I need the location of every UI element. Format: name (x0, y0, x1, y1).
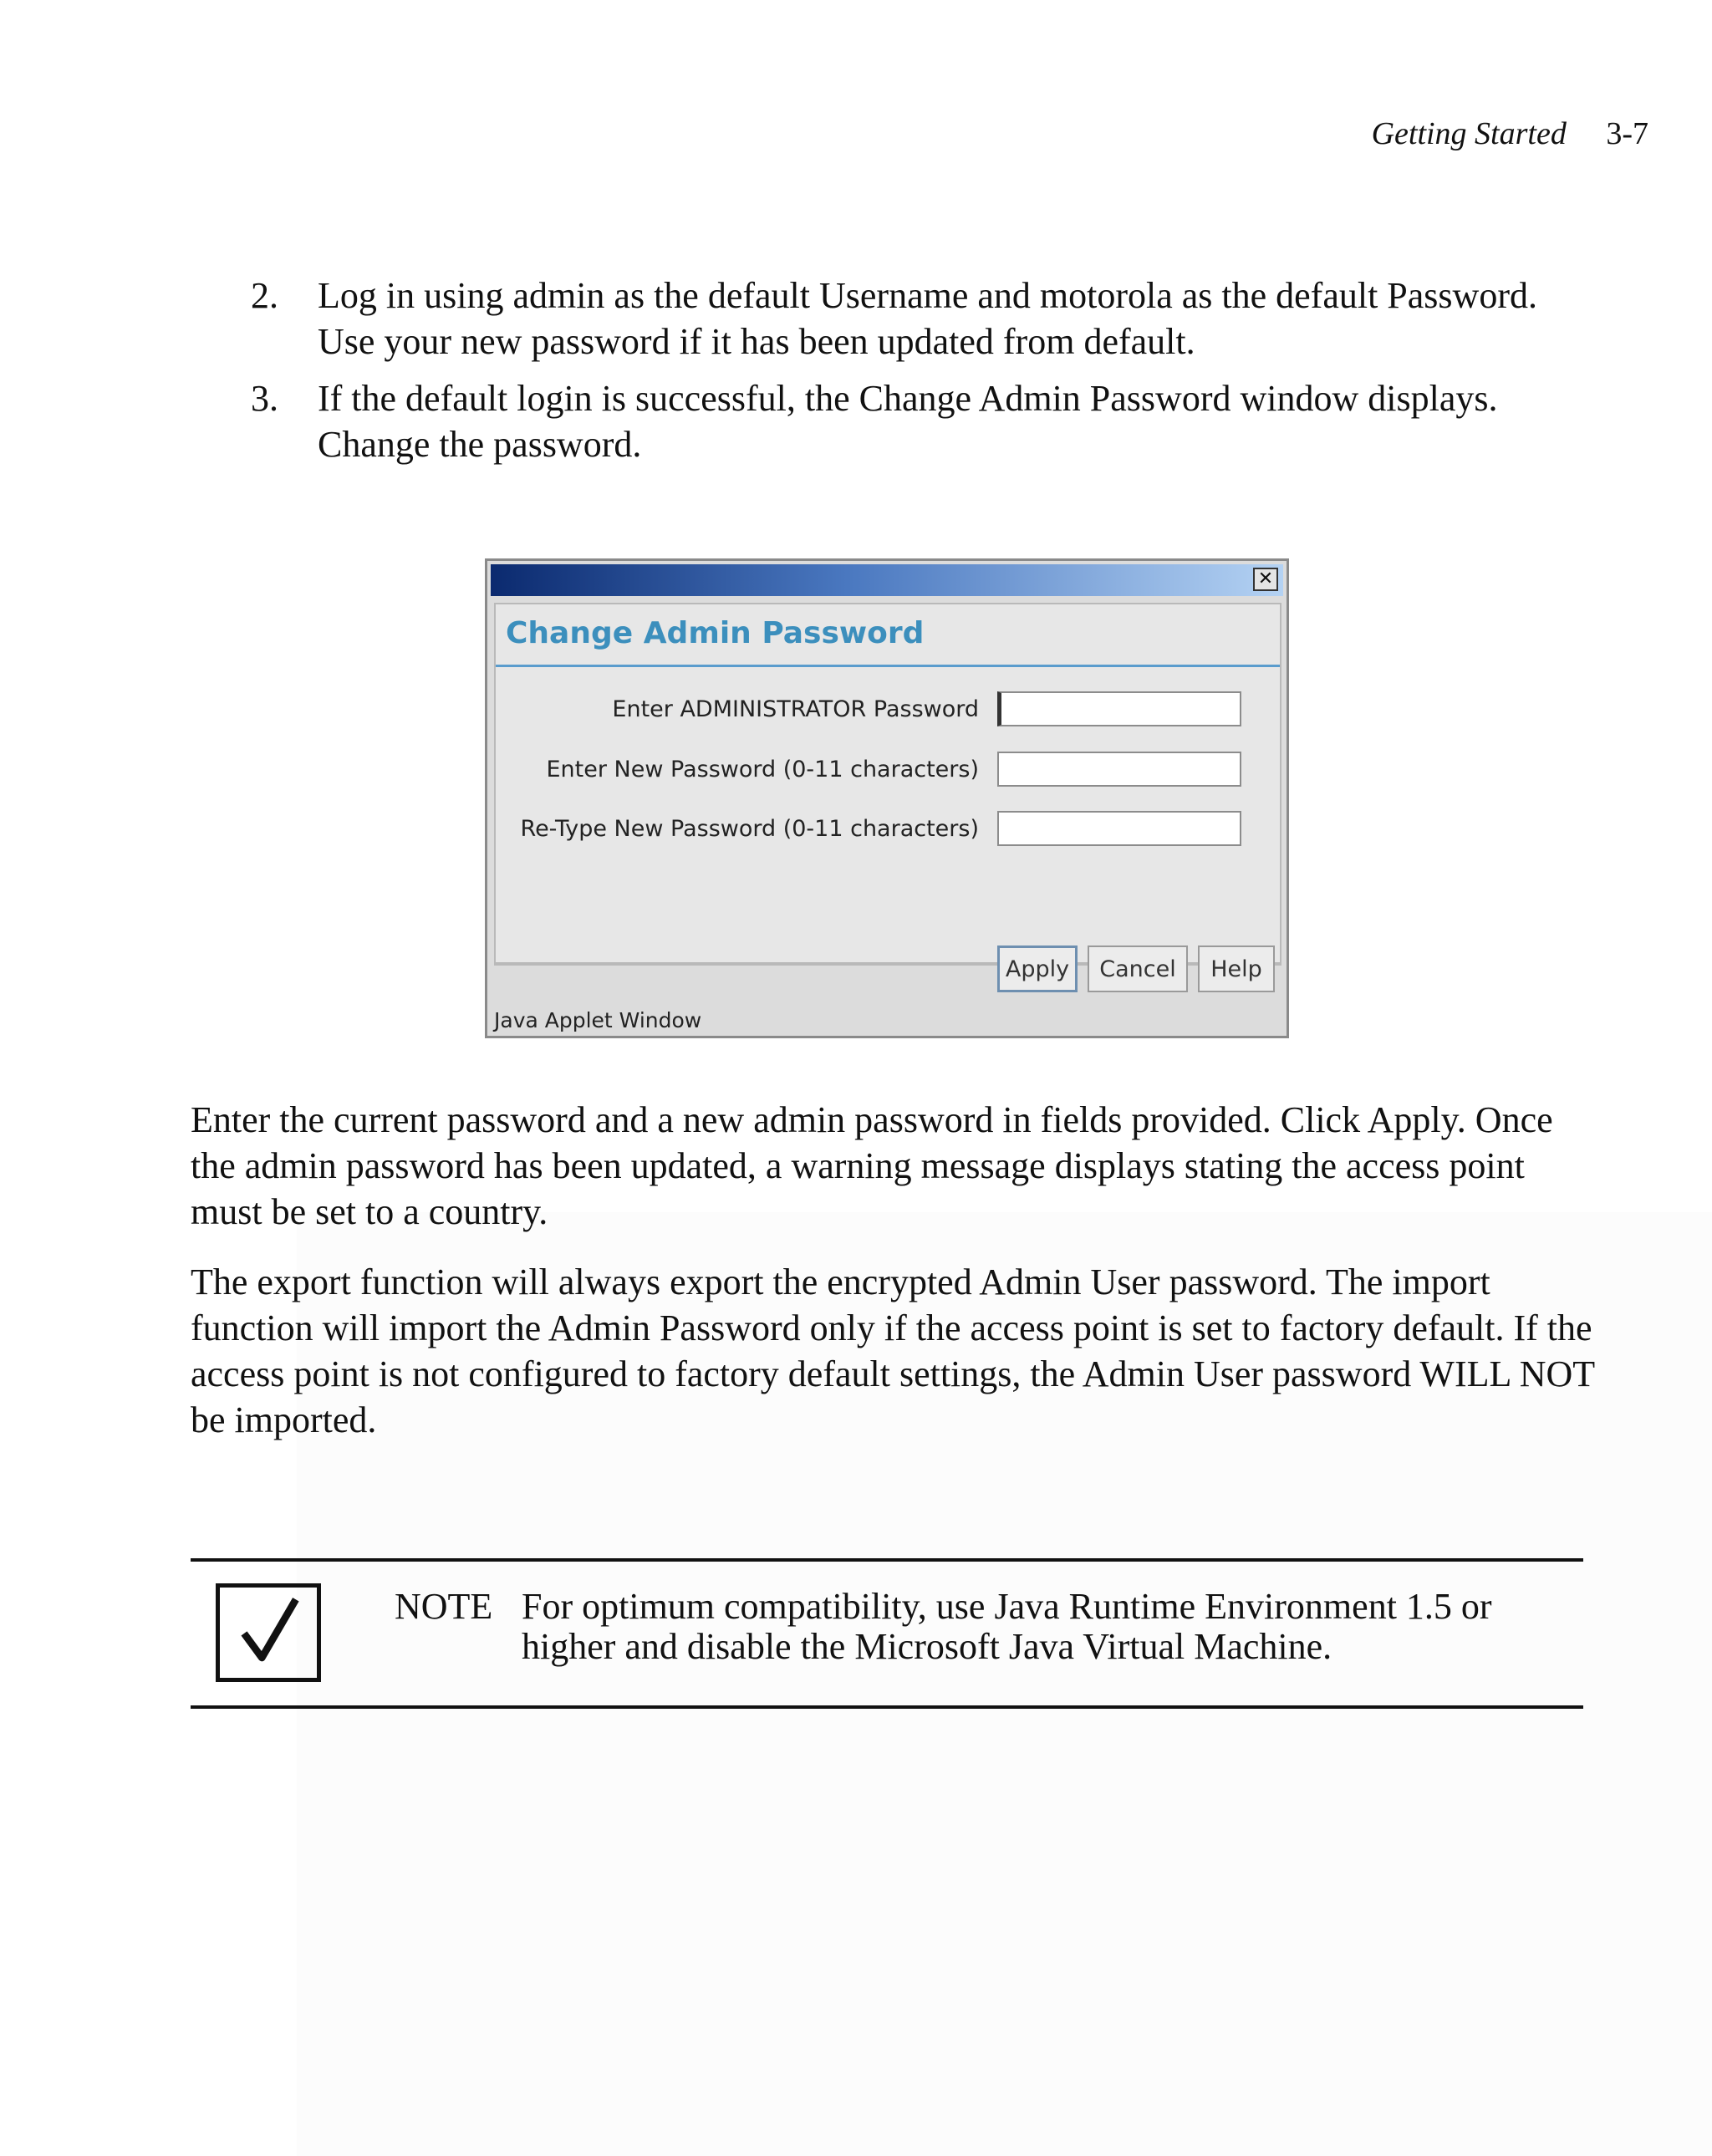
cancel-button[interactable]: Cancel (1088, 945, 1188, 992)
page-number: 3-7 (1606, 116, 1648, 151)
dialog-titlebar (491, 564, 1283, 596)
check-mark-icon (216, 1583, 321, 1682)
step-number: 2. (251, 275, 278, 316)
change-admin-password-dialog (485, 558, 1289, 1038)
new-password-input[interactable] (997, 752, 1241, 787)
running-header (1372, 115, 1648, 152)
step-number: 3. (251, 378, 278, 419)
close-icon[interactable]: ✕ (1253, 568, 1278, 591)
retype-password-input[interactable] (997, 811, 1241, 846)
new-password-label: Enter New Password (0-11 characters) (546, 757, 979, 782)
body-paragraph: The export function will always export the encrypted Admin User password. The import function will import the Admin Password only if the access point is set to factory default. If the access point is not configured to factory default settings, the Admin User password WILL NOT be imported. (191, 1261, 1595, 1440)
dialog-panel (494, 603, 1281, 964)
dialog-title: Change Admin Password (506, 616, 925, 650)
admin-password-label: Enter ADMINISTRATOR Password (612, 696, 979, 722)
admin-password-row (496, 691, 1281, 728)
retype-password-label: Re-Type New Password (0-11 characters) (520, 816, 979, 842)
note-top-rule (191, 1558, 1583, 1562)
step-text: If the default login is successful, the Change Admin Password window displays. Change the password. (318, 378, 1498, 465)
apply-button[interactable]: Apply (997, 945, 1078, 992)
note-label: NOTE (395, 1586, 493, 1627)
step-item (251, 375, 1588, 467)
body-paragraph: Enter the current password and a new admin password in fields provided. Click Apply. Once the admin password has been updated, a warning message displays stating the access point must be set to a country. (191, 1099, 1553, 1232)
step-item (251, 273, 1588, 364)
admin-password-input[interactable] (997, 691, 1241, 726)
retype-password-row (496, 811, 1281, 848)
note-text: For optimum compatibility, use Java Runtime Environment 1.5 or higher and disable the Microsoft Java Virtual Machine. (522, 1586, 1492, 1667)
title-divider (496, 665, 1280, 667)
new-password-row (496, 752, 1281, 788)
applet-status-text: Java Applet Window (494, 1008, 702, 1032)
help-button[interactable]: Help (1198, 945, 1275, 992)
header-section-title: Getting Started (1371, 116, 1567, 151)
note-bottom-rule (191, 1705, 1583, 1709)
steps-list (251, 273, 1588, 478)
step-text: Log in using admin as the default Username and motorola as the default Password. Use your new password if it has been updated from default. (318, 275, 1537, 362)
